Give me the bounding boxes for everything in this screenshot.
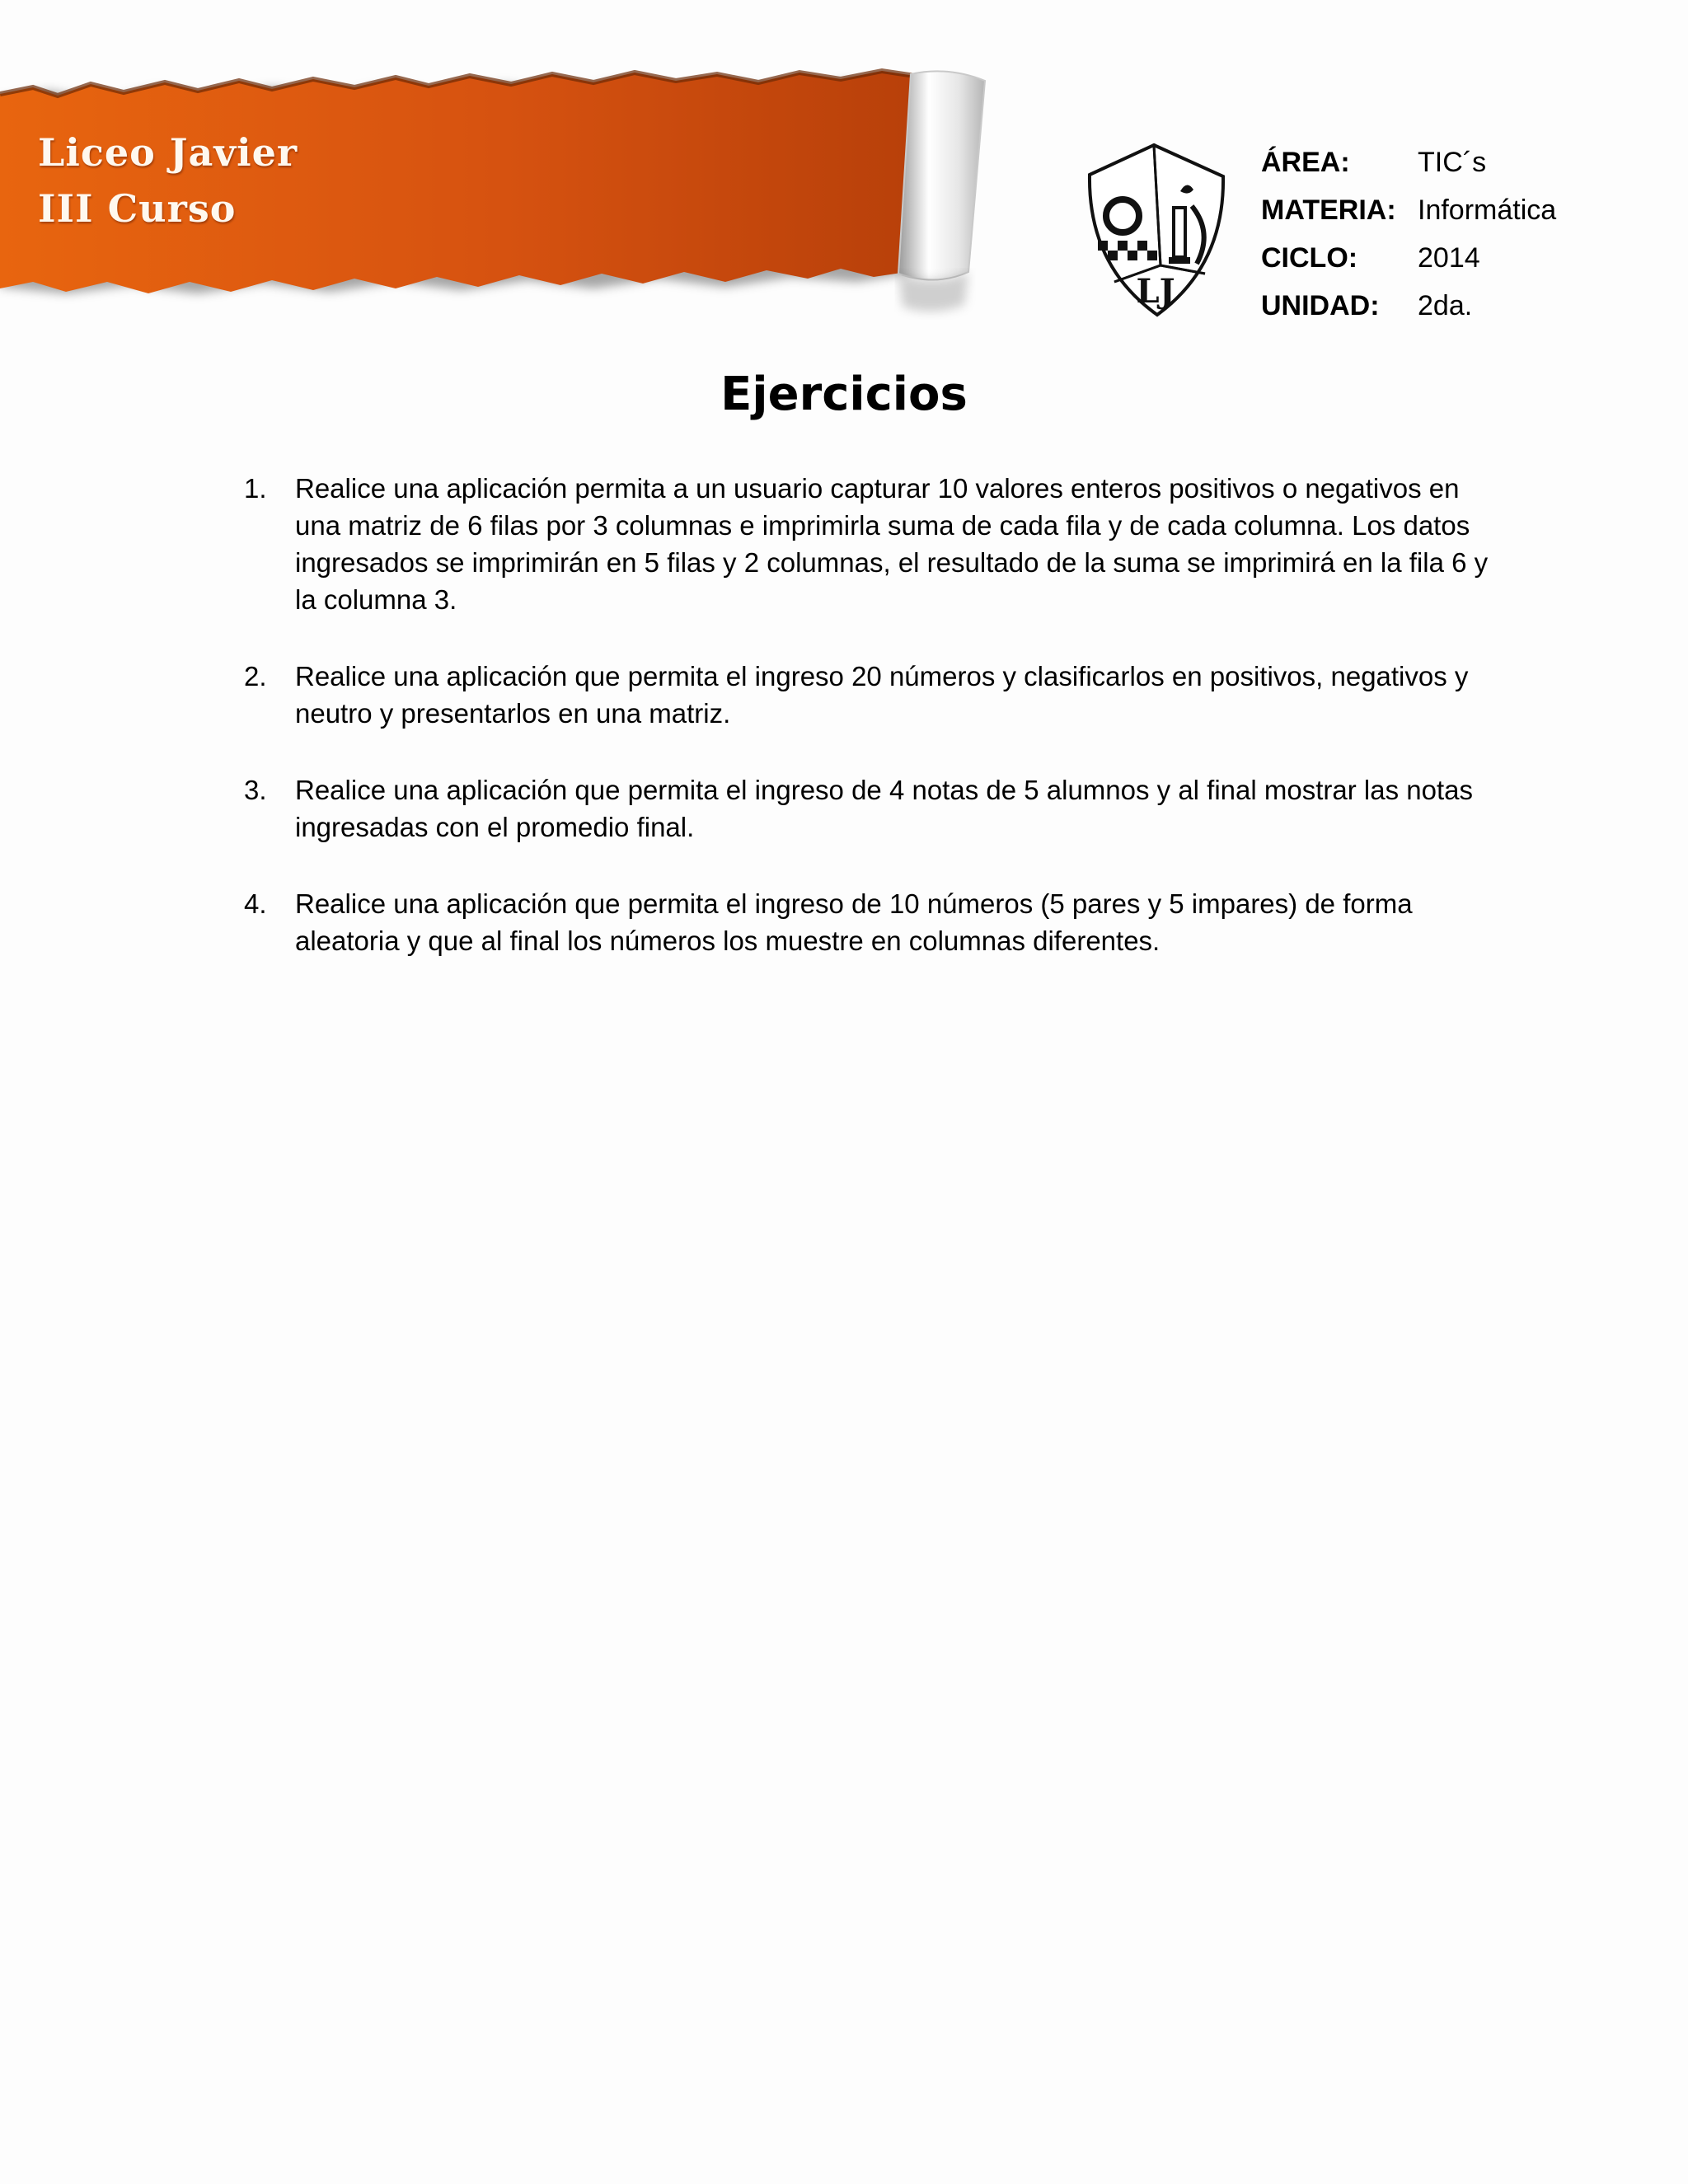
info-label: UNIDAD:	[1261, 290, 1380, 321]
banner-course-name: III Curso	[38, 186, 237, 231]
exercise-number: 3.	[244, 775, 267, 805]
exercise-item	[244, 470, 1497, 618]
info-row-materia	[1261, 186, 1556, 234]
info-value: Informática	[1418, 194, 1557, 226]
header-banner	[0, 66, 1014, 338]
exercise-list	[244, 470, 1497, 999]
banner-school-name: Liceo Javier	[38, 130, 298, 175]
exercise-text: Realice una aplicación que permita el ingreso de 4 notas de 5 alumnos y al final mostrar las notas ingresadas con el promedio final.	[295, 775, 1473, 842]
info-value: 2da.	[1418, 290, 1473, 321]
exercise-number: 4.	[244, 888, 267, 919]
svg-text:LJ: LJ	[1136, 272, 1175, 311]
info-label: MATERIA:	[1261, 194, 1396, 226]
exercise-text: Realice una aplicación permita a un usuario capturar 10 valores enteros positivos o negativos en una matriz de 6 filas por 3 columnas e imprimirla suma de cada fila y de cada columna. Los datos ingresados se imprimirán en 5 filas y 2 columnas, el resultado de la suma se imprimirá en la fila 6 y la columna 3.	[295, 473, 1489, 615]
exercise-item	[244, 771, 1497, 846]
exercise-item	[244, 658, 1497, 732]
page-title: Ejercicios	[720, 368, 968, 421]
course-info-block	[1261, 138, 1556, 330]
info-value: TIC´s	[1418, 147, 1487, 178]
info-value: 2014	[1418, 242, 1480, 274]
info-label: CICLO:	[1261, 242, 1358, 274]
exercise-item	[244, 885, 1497, 959]
exercise-text: Realice una aplicación que permita el ingreso de 10 números (5 pares y 5 impares) de forma aleatoria y que al final los números los muestre en columnas diferentes.	[295, 888, 1413, 956]
info-row-ciclo	[1261, 234, 1556, 282]
exercise-number: 2.	[244, 661, 267, 691]
info-label: ÁREA:	[1261, 147, 1350, 178]
exercise-text: Realice una aplicación que permita el ingreso 20 números y clasificarlos en positivos, negativos y neutro y presentarlos en una matriz.	[295, 661, 1469, 729]
school-crest-icon	[1081, 142, 1230, 319]
exercise-number: 1.	[244, 473, 267, 504]
info-row-area	[1261, 138, 1556, 186]
info-row-unidad	[1261, 282, 1556, 330]
